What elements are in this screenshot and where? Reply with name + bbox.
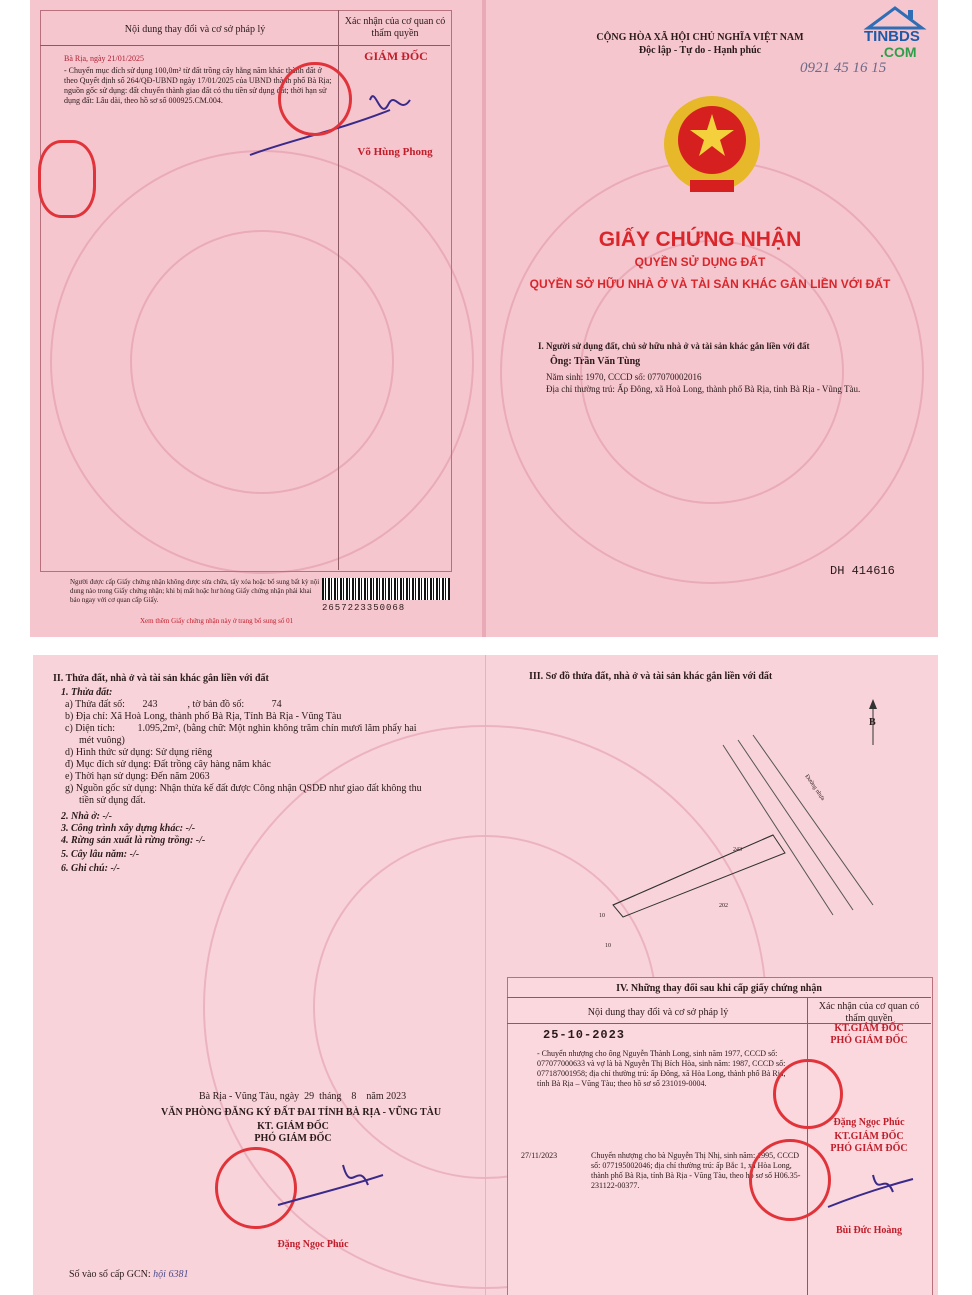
parcel-map <box>553 685 933 965</box>
owner-birth: Năm sinh: 1970, CCCD số: 077070002016 <box>546 372 702 382</box>
site-logo <box>862 6 928 62</box>
item-e: e) Thời hạn sử dụng: Đến năm 2063 <box>65 771 210 782</box>
page-fold-bottom <box>485 655 486 1295</box>
section-4-title: IV. Những thay đổi sau khi cấp giấy chứng nhận <box>616 983 822 994</box>
sig1-title-1: KT.GIÁM ĐỐC <box>834 1023 904 1034</box>
registry-handwriting: hội 6381 <box>153 1269 189 1280</box>
signer-title: GIÁM ĐỐC <box>364 49 428 63</box>
map-label-10a: 10 <box>599 913 605 919</box>
cert-title: GIẤY CHỨNG NHẬN <box>598 228 802 251</box>
registry-label <box>69 1269 369 1281</box>
certificate-top-scan <box>30 0 938 637</box>
item-2: 2. Nhà ở: -/- <box>61 811 112 822</box>
registry-text: Số vào sổ cấp GCN: <box>69 1269 154 1280</box>
section-2-title: II. Thửa đất, nhà ở và tài sản khác gắn liền với đất <box>53 673 269 684</box>
change-entry-2: Chuyển nhượng cho bà Nguyễn Thị Nhị, sinh năm: 1995, CCCD số: 077195002046; địa chỉ thường trú: ấp Bắc 1, xã Hòa Long, thành phố Bà Rịa, tỉnh Bà Rịa - Vũng Tàu, theo hồ sơ số H06.35-231122-00377. <box>591 1151 801 1190</box>
stamp-top-left <box>278 62 352 136</box>
change-entry: - Chuyển mục đích sử dụng 100,0m² từ đất trồng cây hằng năm khác thành đất ở theo Quyết định số 264/QĐ-UBND ngày 17/01/2025 của UBND thành phố Bà Rịa; nguồn gốc sử dụng: đất chuyển thành giao đất có thu tiền sử dụng đất; thời hạn sử dụng đất: Lâu dài, theo hồ sơ số 000925.CM.004. <box>64 66 332 105</box>
owner-address: Địa chỉ thường trú: Ấp Đông, xã Hoà Long, thành phố Bà Rịa, tỉnh Bà Rịa - Vũng Tàu. <box>546 384 861 394</box>
signature-change-2 <box>823 1167 923 1217</box>
item-4: 4. Rừng sản xuất là rừng trồng: -/- <box>61 835 206 846</box>
section-4-col-left: Nội dung thay đổi và cơ sở pháp lý <box>587 1007 729 1018</box>
map-label-243: 243 <box>733 847 742 853</box>
sig2-title-1: KT.GIÁM ĐỐC <box>834 1131 904 1142</box>
cert-subtitle-2: QUYỀN SỞ HỮU NHÀ Ở VÀ TÀI SẢN KHÁC GẮN LIỀN VỚI ĐẤT <box>529 277 891 291</box>
change-date-2: 27/11/2023 <box>521 1151 558 1160</box>
section-1-title: I. Người sử dụng đất, chủ sở hữu nhà ở và tài sản khác gắn liền với đất <box>538 341 810 351</box>
col-header-right: Xác nhận của cơ quan có thẩm quyền <box>344 16 446 39</box>
motto: Độc lập - Tự do - Hạnh phúc <box>638 45 762 56</box>
item-3: 3. Công trình xây dựng khác: -/- <box>61 823 196 834</box>
signer-name: Võ Hùng Phong <box>357 146 433 158</box>
stamp-margin-left <box>38 140 96 218</box>
date-line: Bà Rịa, ngày 21/01/2025 <box>64 54 144 63</box>
nation-title: CỘNG HÒA XÃ HỘI CHỦ NGHĨA VIỆT NAM <box>596 32 804 43</box>
page-fold <box>482 0 486 637</box>
item-c1: c) Diện tích: 1.095,2m², (bằng chữ: Một nghìn không trăm chín mươi lăm phẩy hai <box>65 723 417 734</box>
issuing-office: VĂN PHÒNG ĐĂNG KÝ ĐẤT ĐAI TỈNH BÀ RỊA - VŨNG TÀU <box>161 1107 442 1118</box>
col-header-left: Nội dung thay đổi và cơ sở pháp lý <box>124 24 266 35</box>
signature-issuer <box>273 1155 393 1215</box>
item-b: b) Địa chỉ: Xã Hoà Long, thành phố Bà Rịa, Tỉnh Bà Rịa - Vũng Tàu <box>65 711 342 722</box>
cert-subtitle-1: QUYỀN SỬ DỤNG ĐẤT <box>634 255 766 269</box>
north-arrow-label: B <box>869 717 876 728</box>
handwritten-phone: 0921 45 16 15 <box>800 60 887 76</box>
stamp-date: 25-10-2023 <box>543 1028 626 1042</box>
certificate-bottom-scan <box>33 655 938 1295</box>
item-a: a) Thửa đất số: 243 , tờ bản đồ số: 74 <box>65 699 282 710</box>
section-3-title: III. Sơ đồ thửa đất, nhà ở và tài sản khác gắn liền với đất <box>529 671 773 682</box>
barcode <box>322 578 450 600</box>
map-label-202: 202 <box>719 903 728 909</box>
item-g2: tiền sử dụng đất. <box>79 795 146 806</box>
sig2-title-2: PHÓ GIÁM ĐỐC <box>830 1143 908 1154</box>
section-4-col-right: Xác nhận của cơ quan có thẩm quyền <box>818 1001 920 1024</box>
item-c2: mét vuông) <box>79 735 125 746</box>
change-entry-1: - Chuyển nhượng cho ông Nguyễn Thành Long, sinh năm 1977, CCCD số: 077077000633 và vợ là bà Nguyễn Thị Bích Hòa, sinh năm: 1987, CCCD số: 077187001958; địa chỉ thường trú: ấp Đông, xã Hòa Long, thành phố Bà Rịa, tỉnh Bà Rịa – Vũng Tàu; theo hồ sơ số 231019-0004. <box>537 1049 786 1088</box>
changes-table-header-line <box>40 45 450 46</box>
issuer-kt: KT. GIÁM ĐỐC <box>257 1121 329 1132</box>
barcode-number: 2657223350068 <box>322 603 406 613</box>
map-label-road: Đường nhựa <box>803 773 826 802</box>
section-4-line-1 <box>507 997 931 998</box>
sig2-name: Bùi Đức Hoàng <box>835 1225 902 1236</box>
map-label-10b: 10 <box>605 943 611 949</box>
issuer-name: Đặng Ngọc Phúc <box>277 1239 349 1250</box>
item-dd: đ) Mục đích sử dụng: Đất trồng cây hàng năm khác <box>65 759 271 770</box>
footer-note: Người được cấp Giấy chứng nhận không được sửa chữa, tẩy xóa hoặc bổ sung bất kỳ nội dung nào trong Giấy chứng nhận; khi bị mất hoặc hư hỏng Giấy chứng nhận phải khai báo ngay với cơ quan cấp Giấy. <box>70 578 320 604</box>
item-6: 6. Ghi chú: -/- <box>61 863 120 874</box>
sig1-title-2: PHÓ GIÁM ĐỐC <box>830 1035 908 1046</box>
issue-place-date: Bà Rịa - Vũng Tàu, ngày 29 tháng 8 năm 2023 <box>199 1091 407 1102</box>
item-g1: g) Nguồn gốc sử dụng: Nhận thừa kế đất được Công nhận QSDĐ như giao đất không thu <box>65 783 422 794</box>
national-emblem <box>650 92 774 202</box>
logo-text-1: TINBDS <box>864 28 920 45</box>
footer-note-2: Xem thêm Giấy chứng nhận này ở trang bổ sung số 01 <box>140 617 294 625</box>
serial-number: DH 414616 <box>830 564 895 578</box>
logo-text-2: .COM <box>880 44 917 60</box>
item-5: 5. Cây lâu năm: -/- <box>61 849 140 860</box>
stamp-change-2 <box>749 1139 831 1221</box>
owner-name: Ông: Trần Văn Tùng <box>550 356 641 367</box>
issuer-deputy: PHÓ GIÁM ĐỐC <box>254 1133 332 1144</box>
item-d: d) Hình thức sử dụng: Sử dụng riêng <box>65 747 213 758</box>
sig1-name: Đặng Ngọc Phúc <box>833 1117 905 1128</box>
item-1: 1. Thửa đất: <box>61 687 113 698</box>
